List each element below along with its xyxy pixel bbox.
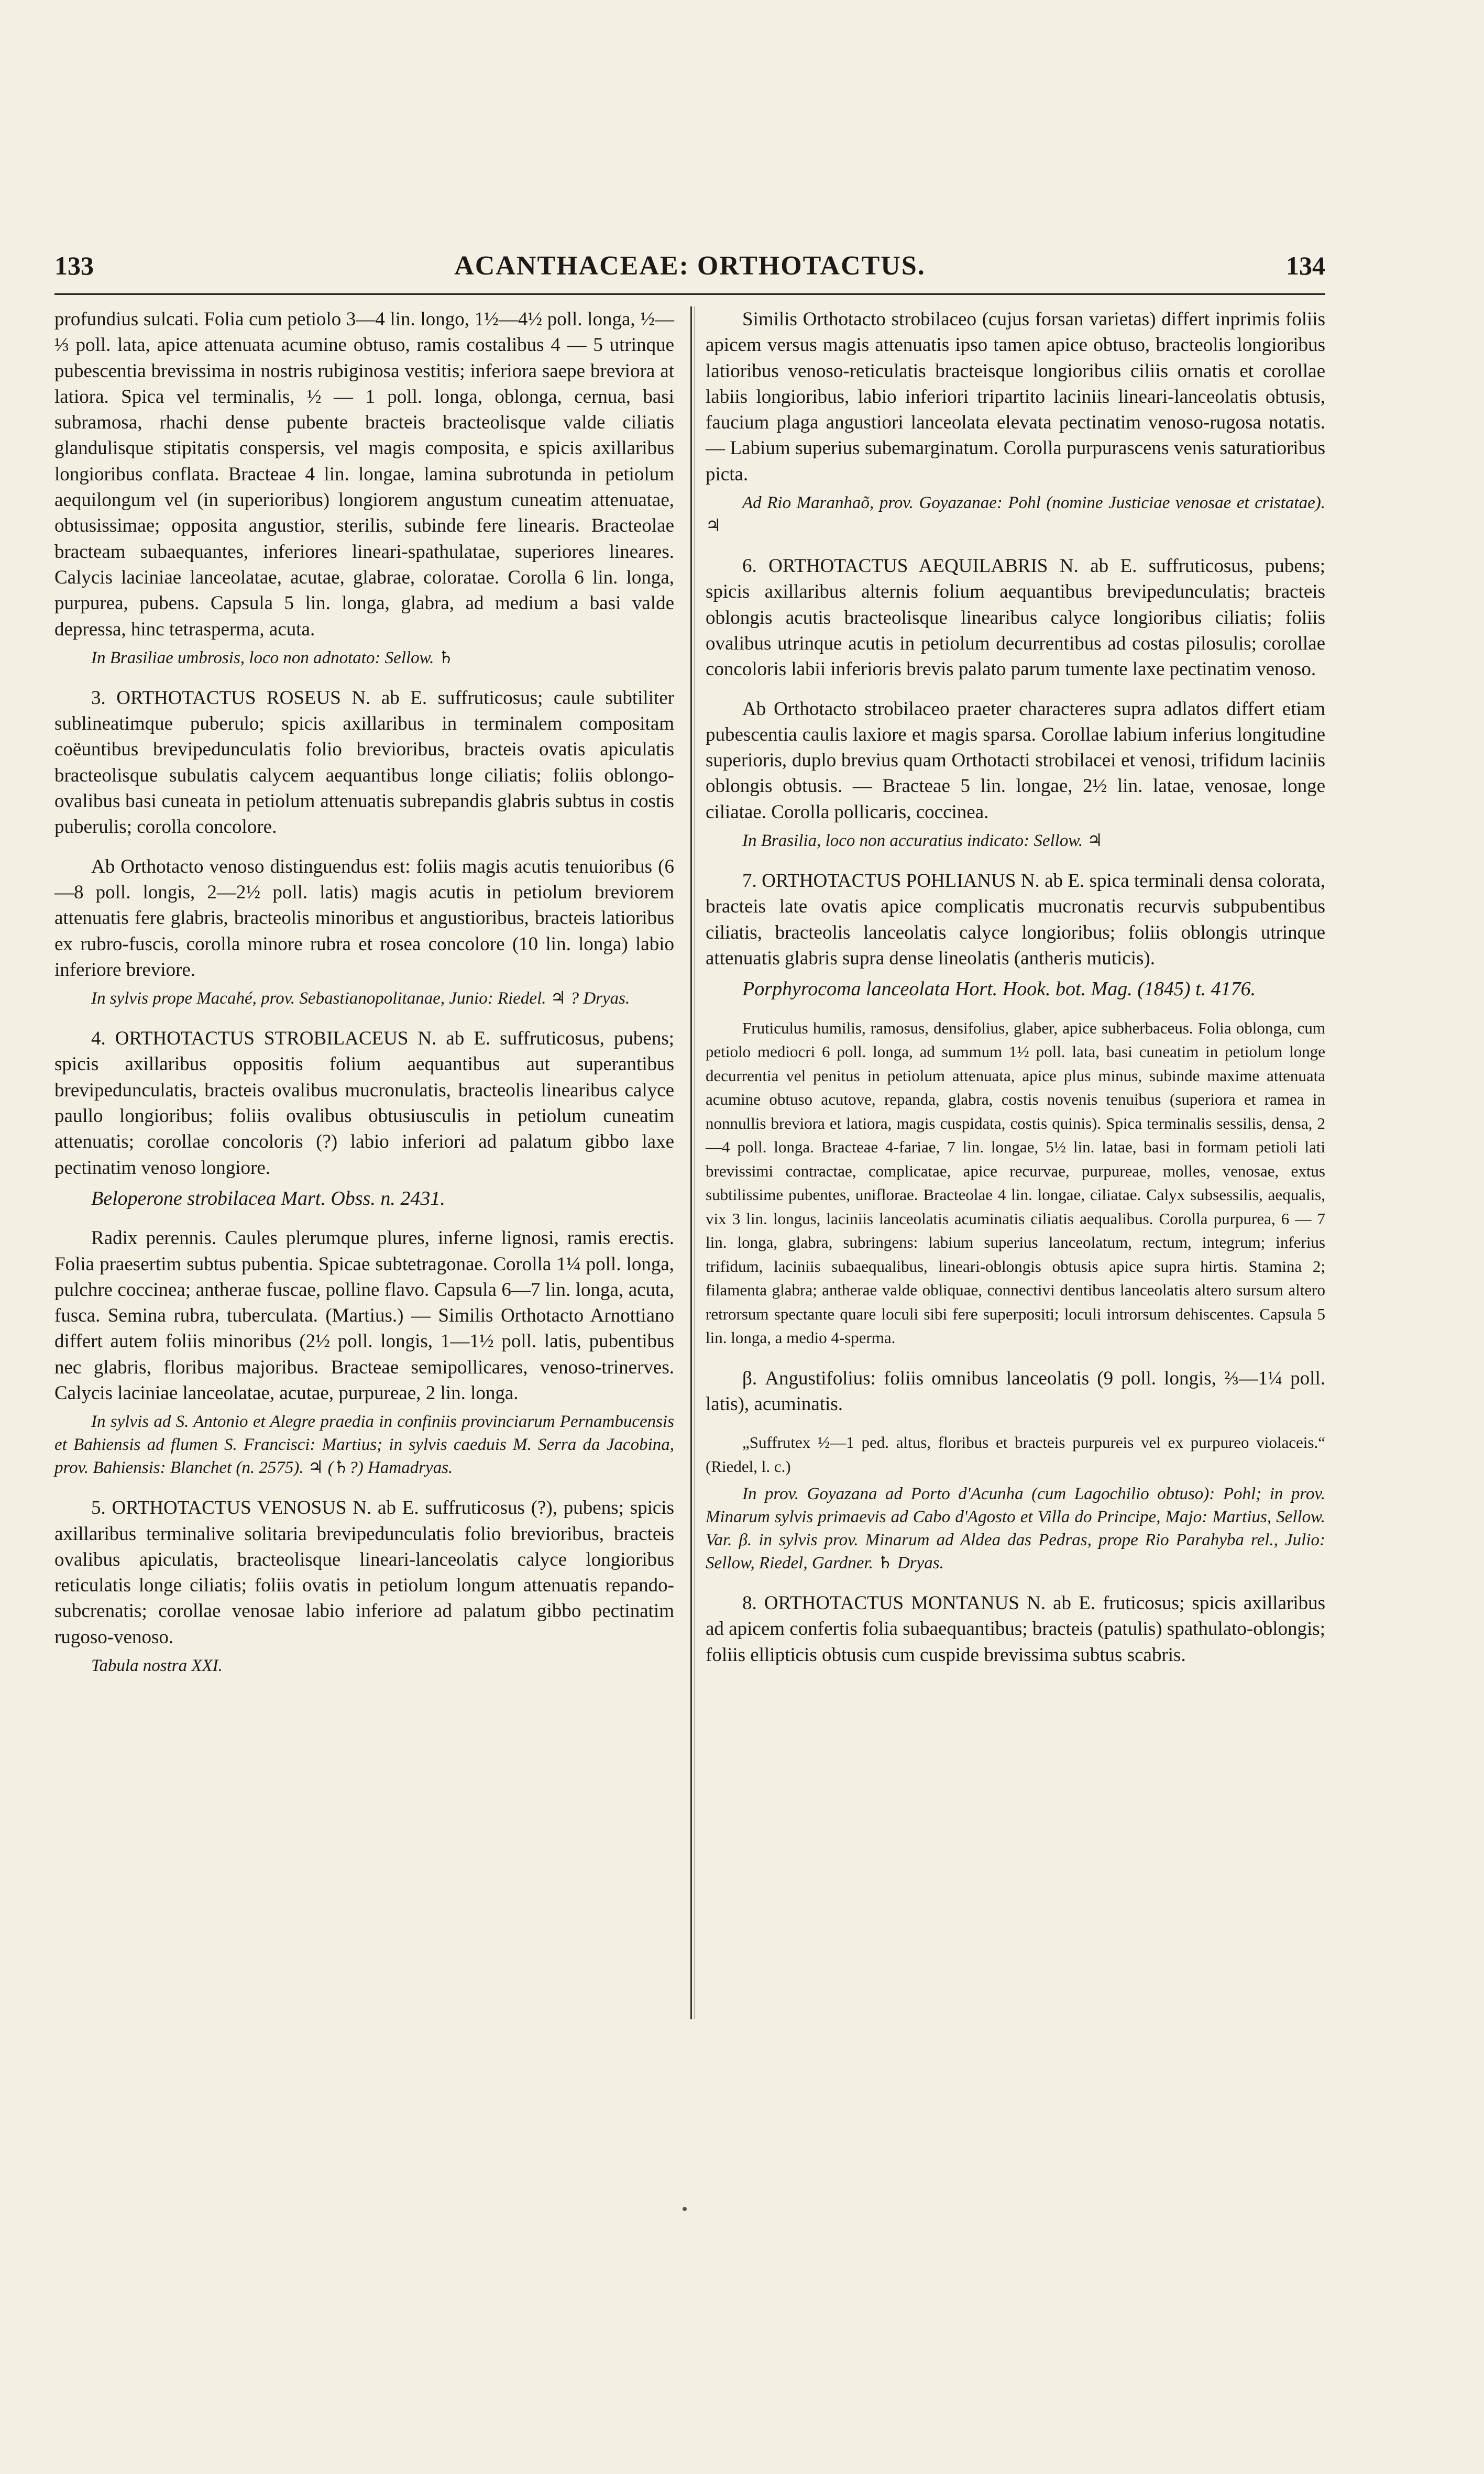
paragraph: profundius sulcati. Folia cum petiolo 3—4 lin. longo, 1½—4½ poll. longa, ½—⅓ poll. lata, apice attenuata acumine obtuso, ramis costalibus 4 — 5 utrinque pubescentia brevissima in nostris rubiginosa vestitis; inferiora saepe breviora at latiora. Spica vel terminalis, ½ — 1 poll. longa, oblonga, cernua, basi subramosa, rhachi dense pubente bracteis bracteolisque valde ciliatis glandulisque stipitatis conspersis, vel magis composita, e spicis axillaribus longioribus conflata. Bracteae 4 lin. longae, lamina subrotunda in petiolum aequilongum vel (in superioribus) longiorem angustum cuneatim attenuatae, obtusissimae; opposita angustior, sterilis, subinde fere linearis. Bracteolae bracteam subaequantes, inferiores lineari-spathulatae, superiores lineares. Calycis laciniae lanceolatae, acutae, glabrae, coloratae. Corolla 6 lin. longa, purpurea, pubens. Capsula 5 lin. longa, glabra, ad medium a basi valde depressa, hinc tetrasperma, acuta. [54,309,674,640]
page-header [54,250,1325,287]
left-column [54,306,674,1677]
page-number-left: 133 [54,251,94,280]
habitat-note: In sylvis prope Macahé, prov. Sebastianopolitanae, Junio: Riedel. ♃ ? Dryas. [91,989,630,1008]
column-divider [690,306,692,2019]
variety-entry: β. Angustifolius: foliis omnibus lanceolatis (9 poll. longis, ⅔—1¼ poll. latis), acuminatis. [706,1367,1325,1415]
habitat-note: Ad Rio Maranhaõ, prov. Goyazanae: Pohl (nomine Justiciae venosae et cristatae). ♃ [706,493,1325,536]
species-entry: 5. ORTHOTACTUS VENOSUS N. ab E. suffruticosus (?), pubens; spicis axillaribus terminalive solitaria brevipedunculatis folio brevioribus, bracteis ovalibus apiculatis, bracteolisque lineari-lanceolatis calyce longioribus reticulatis longe ciliatis; foliis ovatis in petiolum longum attenuatis repando-subcrenatis; corollae venosae labio inferiore ad palatum gibbo pectinatim rugoso-venoso. [54,1497,674,1648]
paragraph: Radix perennis. Caules plerumque plures, inferne lignosi, ramis erectis. Folia praesertim subtus pubentia. Spicae subtetragonae. Corolla 1¼ poll. longa, pulchre coccinea; antherae fuscae, polline flavo. Capsula 6—7 lin. longa, acuta, fusca. Semina rubra, tuberculata. (Martius.) — Similis Orthotacto Arnottiano differt autem foliis minoribus (2½ poll. longis, 1—1½ poll. latis, pubentibus nec glabris, floribus majoribus. Bracteae semipollicares, venoso-trinerves. Calycis laciniae lanceolatae, acutae, purpureae, 2 lin. longa. [54,1227,674,1404]
species-entry: 6. ORTHOTACTUS AEQUILABRIS N. ab E. suffruticosus, pubens; spicis axillaribus alternis folium aequantibus brevipedunculatis; bracteis oblongis acutis bracteolisque linearibus calyce longioribus ciliatis; foliis ovalibus utrinque acutis in petiolum decurrentibus ad costas pilosulis; corollae concoloris labii inferioris brevis palato parum tumente laxe pectinatim venoso. [706,555,1325,680]
paragraph: Ab Orthotacto venoso distinguendus est: foliis magis acutis tenuioribus (6—8 poll. longis, 2—2½ poll. latis) magis acutis in petiolum breviorem attenuatis fere glabris, bracteolis minoribus et angustioribus, bracteis latioribus ex rubro-fuscis, corolla minore rubra et rosea concolore (10 lin. longa) labio inferiore breviore. [54,855,674,981]
species-entry: 8. ORTHOTACTUS MONTANUS N. ab E. fruticosus; spicis axillaribus ad apicem confertis folia subaequantibus; bracteis (patulis) spathulato-oblongis; foliis ellipticis obtusis cum cuspide brevissima subtus scabris. [706,1592,1325,1666]
page-number-right: 134 [1286,251,1325,280]
quote-paragraph: „Suffrutex ½—1 ped. altus, floribus et bracteis purpureis vel ex purpureo violaceis.“ (Riedel, l. c.) [706,1433,1325,1476]
habitat-note: In sylvis ad S. Antonio et Alegre praedia in confiniis provinciarum Pernambucensis et Bahiensis ad flumen S. Francisci: Martius; in sylvis caeduis M. Serra da Jacobina, prov. Bahiensis: Blanchet (n. 2575). ♃ (♄?) Hamadryas. [54,1412,674,1478]
habitat-note: In Brasiliae umbrosis, loco non adnotato: Sellow. ♄ [91,648,454,667]
species-entry: 3. ORTHOTACTUS ROSEUS N. ab E. suffruticosus; caule subtiliter sublineatimque puberulo; spicis axillaribus in terminalem compositam coëuntibus brevipedunculatis folio brevioribus, bracteis ovatis apiculatis bracteolisque subulatis calycem aequantibus longe ciliatis; foliis oblongo-ovalibus basi cuneata in petiolum attenuatis subrepandis glabris subtus in costis puberulis; corolla concolore. [54,687,674,838]
habitat-note: In prov. Goyazana ad Porto d'Acunha (cum Lagochilio obtuso): Pohl; in prov. Minarum sylvis primaevis ad Cabo d'Agosto et Villa do Principe, Majo: Martius, Sellow. Var. β. in sylvis prov. Minarum ad Aldea das Pedras, prope Rio Parahyba rel., Julio: Sellow, Riedel, Gardner. ♄ Dryas. [706,1485,1325,1573]
paragraph: Ab Orthotacto strobilaceo praeter characteres supra adlatos differt etiam pubescentia caulis laxiore et magis sparsa. Corollae labium inferius longitudine superioris, duplo brevius quam Orthotacti strobilacei et venosi, trifidum laciniis oblongis obtusis. — Bracteae 5 lin. longae, 2½ lin. latae, venosae, longe ciliatae. Corolla pollicaris, coccinea. [706,698,1325,823]
species-entry: 4. ORTHOTACTUS STROBILACEUS N. ab E. suffruticosus, pubens; spicis axillaribus oppositis folium aequantibus aut superantibus brevipedunculatis, bracteis ovalibus mucronulatis, bracteolis linearibus calyce paullo longioribus; foliis ovalibus obtusiusculis in petiolum cuneatim attenuatis; corollae concoloris (?) labio inferiori ad palatum gibbo laxe pectinatim venoso longiore. [54,1028,674,1179]
paragraph: Similis Orthotacto strobilaceo (cujus forsan varietas) differt inprimis foliis apicem versus magis attenuatis ipso tamen apice obtuso, bracteolis longioribus latioribus venoso-reticulatis bracteisque longioribus ciliis ornatis et corollae labiis longioribus, labio inferiori tripartito laciniis lineari-lanceolatis obtusis, faucium plaga angustiori lanceolata elevata pectinatim venoso-rugosa notatis. — Labium superius subemarginatum. Corolla purpurascens venis saturatioribus picta. [706,309,1325,485]
plate-reference: Tabula nostra XXI. [91,1656,223,1676]
header-rule [54,293,1325,295]
right-column [706,306,1325,1668]
habitat-note: In Brasilia, loco non accuratius indicato: Sellow. ♃ [742,831,1103,851]
synonym-line: Beloperone strobilacea Mart. Obss. n. 2431. [91,1187,445,1209]
running-title: ACANTHACEAE: ORTHOTACTUS. [454,251,926,281]
species-entry: 7. ORTHOTACTUS POHLIANUS N. ab E. spica terminali densa colorata, bracteis late ovatis apice complicatis mucronatis recurvis subpubentibus ciliatis, bracteolis lanceolatis calyce longioribus; foliis oblongis utrinque attenuatis glabris supra dense lineolatis (antheris muticis). [706,870,1325,969]
synonym-line: Porphyrocoma lanceolata Hort. Hook. bot. Mag. (1845) t. 4176. [742,978,1256,1000]
ink-speck [683,2207,687,2211]
description-paragraph: Fruticulus humilis, ramosus, densifolius, glaber, apice subherbaceus. Folia oblonga, cum petiolo mediocri 6 poll. longa, ad summum 1½ poll. lata, basi cuneatim in petiolum longe decurrentia vel penitus in petiolum attenuata, apice plus minus, subinde maxime attenuata acumine obtuso acutove, repanda, glabra, costis novenis tenuibus (superiora et ramea in nonnullis breviora et latiora, magis cuspidata, costis quinis). Spica terminalis sessilis, densa, 2—4 poll. longa. Bracteae 4-fariae, 7 lin. longae, 5½ lin. latae, basi in formam petioli lati brevissimi contractae, complicatae, apice recurvae, purpureae, molles, venosae, extus subtilissime pubentes, uniflorae. Bracteolae 4 lin. longae, ciliatae. Calyx subsessilis, aequalis, vix 3 lin. longus, laciniis lanceolatis acuminatis ciliatis aequalibus. Corolla purpurea, 6 — 7 lin. longa, glabra, subringens: labium superius lanceolatum, rectum, integrum; inferius trifidum, laciniis subaequalibus, lineari-oblongis obtusis apice supra hirtis. Stamina 2; filamenta glabra; antherae valde obliquae, connectivi dentibus lanceolatis altero sursum altero retrorsum spectante quare loculi sibi fere superpositi; loculi introrsum dehiscentes. Capsula 5 lin. longa, a medio 4-sperma. [706,1018,1325,1347]
